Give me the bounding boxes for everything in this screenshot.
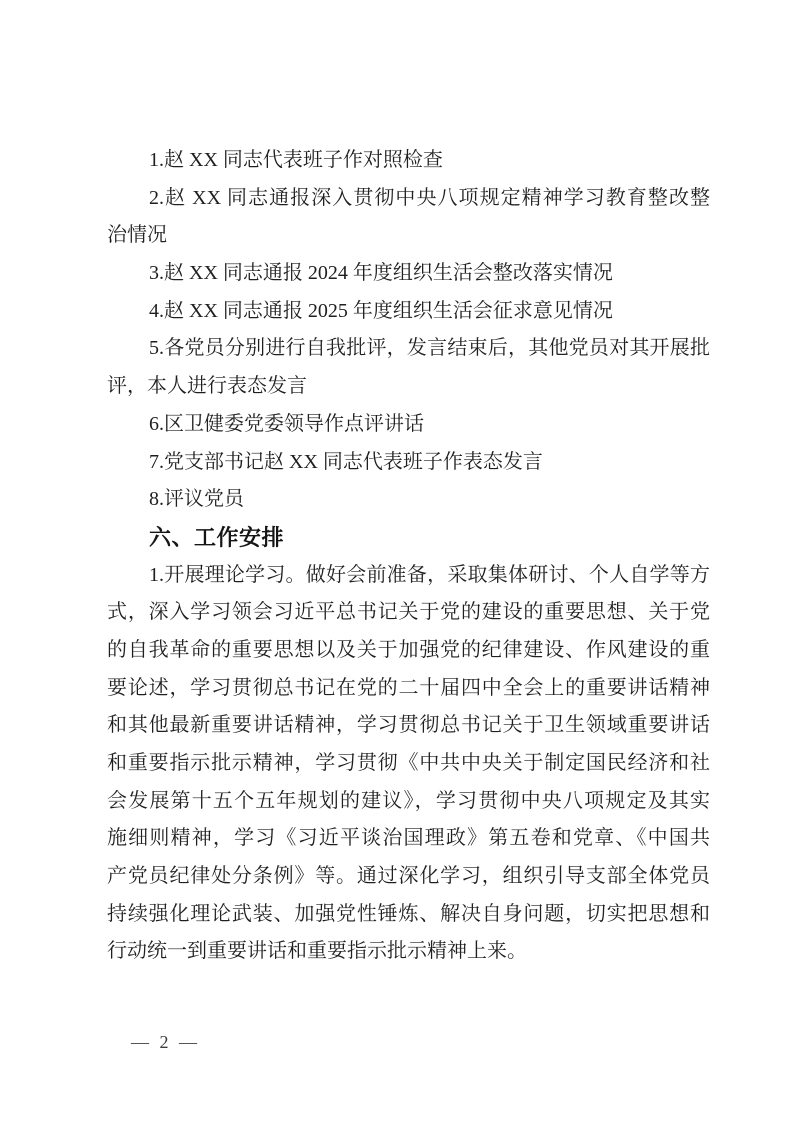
agenda-item-2-line-2: 治情况: [107, 224, 167, 247]
theory-study-paragraph-line-9: 产党员纪律处分条例》等。通过深化学习，组织引导支部全体党员: [107, 865, 710, 888]
agenda-item-5-line-2: 评，本人进行表态发言: [107, 375, 307, 398]
agenda-item-7: 7.党支部书记赵 XX 同志代表班子作表态发言: [149, 450, 543, 473]
theory-study-paragraph-line-1: 1.开展理论学习。做好会前准备，采取集体研讨、个人自学等方: [149, 563, 710, 586]
theory-study-paragraph-line-3: 的自我革命的重要思想以及关于加强党的纪律建设、作风建设的重: [107, 638, 710, 661]
theory-study-paragraph-line-5: 和其他最新重要讲话精神，学习贯彻总书记关于卫生领域重要讲话: [107, 714, 710, 737]
theory-study-paragraph-line-7: 会发展第十五个五年规划的建议》，学习贯彻中央八项规定及其实: [107, 789, 710, 812]
agenda-item-6: 6.区卫健委党委领导作点评讲话: [149, 412, 424, 435]
document-body: [107, 142, 710, 971]
theory-study-paragraph-line-4: 要论述，学习贯彻总书记在党的二十届四中全会上的重要讲话精神: [107, 676, 710, 699]
agenda-item-3: 3.赵 XX 同志通报 2024 年度组织生活会整改落实情况: [149, 262, 613, 285]
theory-study-paragraph-line-2: 式，深入学习领会习近平总书记关于党的建设的重要思想、关于党: [107, 601, 710, 624]
agenda-item-2-line-1: 2.赵 XX 同志通报深入贯彻中央八项规定精神学习教育整改整: [149, 186, 710, 209]
agenda-item-4: 4.赵 XX 同志通报 2025 年度组织生活会征求意见情况: [149, 299, 613, 322]
agenda-item-5-line-1: 5.各党员分别进行自我批评，发言结束后，其他党员对其开展批: [149, 337, 710, 360]
theory-study-paragraph-line-6: 和重要指示批示精神，学习贯彻《中共中央关于制定国民经济和社: [107, 752, 710, 774]
theory-study-paragraph-line-10: 持续强化理论武装、加强党性锤炼、解决自身问题，切实把思想和: [107, 902, 710, 925]
agenda-item-8: 8.评议党员: [149, 488, 244, 511]
theory-study-paragraph-line-11: 行动统一到重要讲话和重要指示批示精神上来。: [107, 940, 527, 963]
section-heading-work-arrangement: 六、工作安排: [149, 524, 285, 550]
page-number: — 2 —: [131, 1032, 200, 1052]
agenda-item-1: 1.赵 XX 同志代表班子作对照检查: [149, 149, 443, 171]
theory-study-paragraph-line-8: 施细则精神，学习《习近平谈治国理政》第五卷和党章、《中国共: [107, 827, 710, 850]
